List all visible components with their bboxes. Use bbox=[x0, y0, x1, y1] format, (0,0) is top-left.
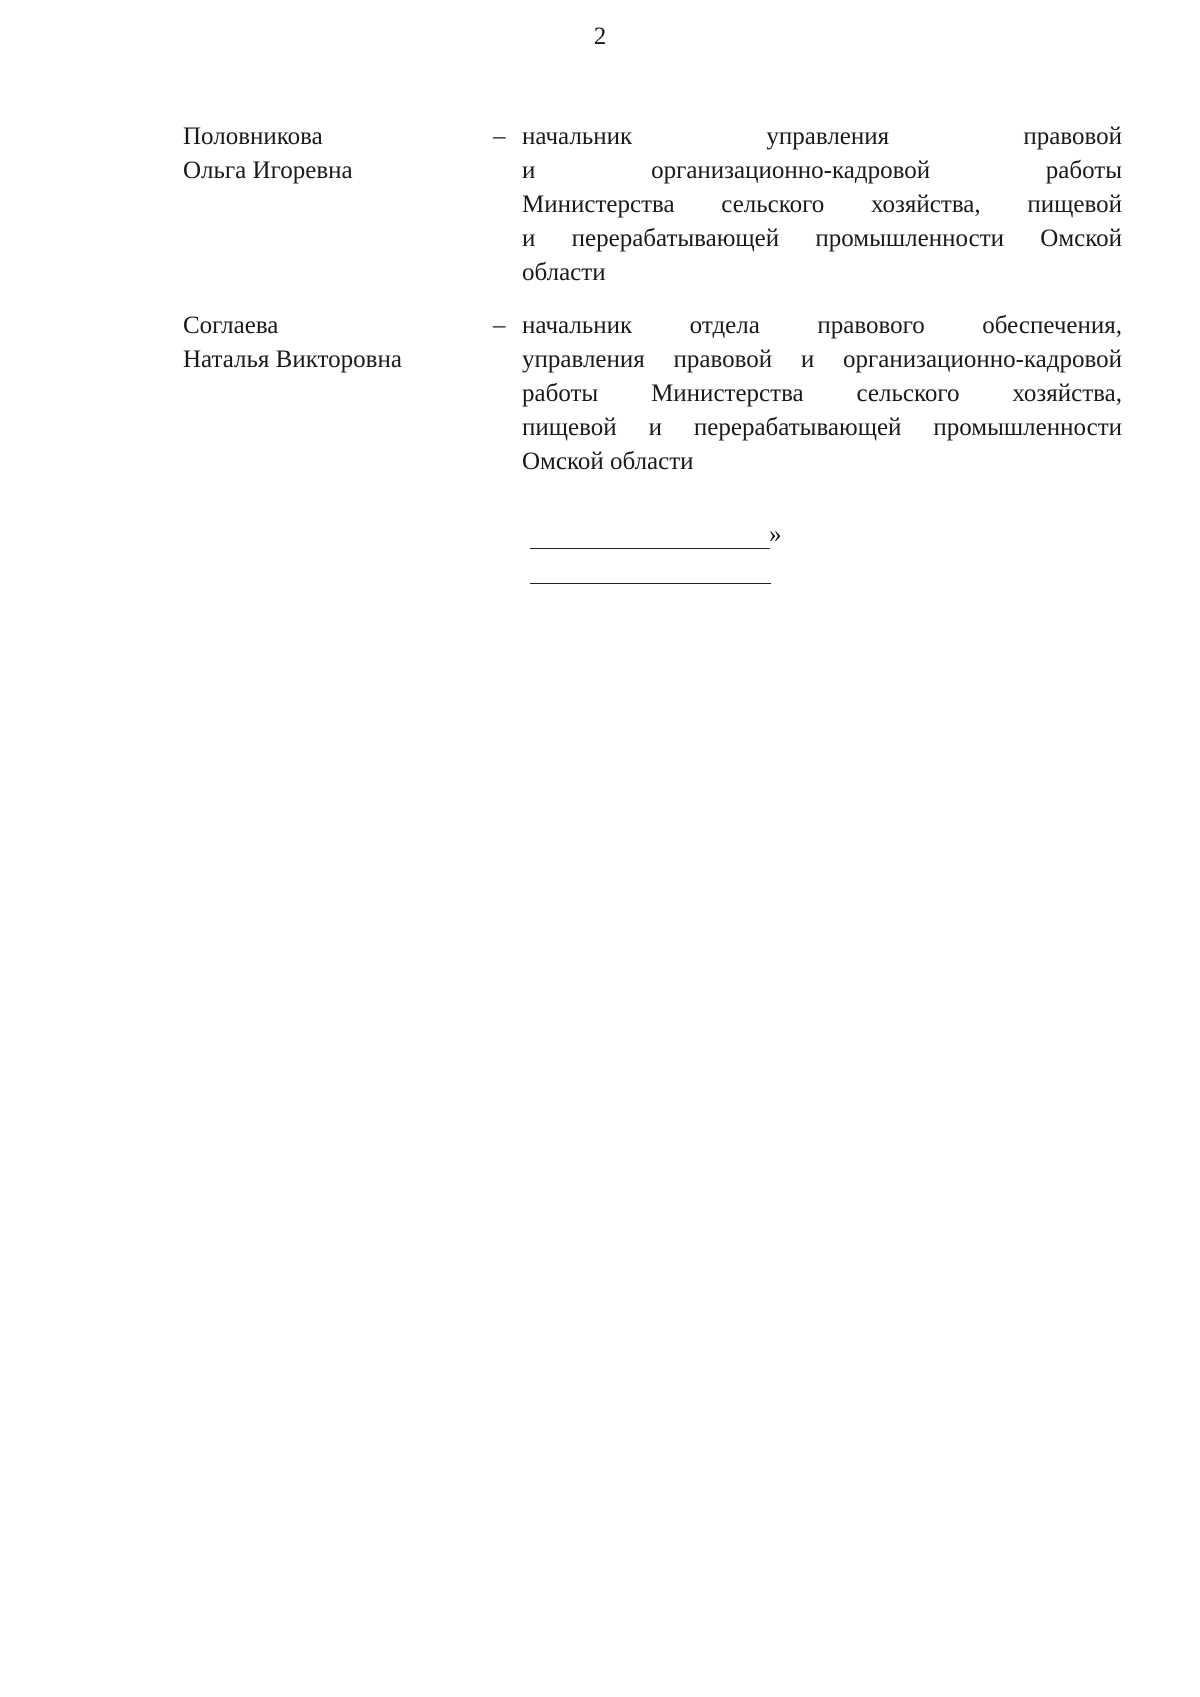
position-line: области bbox=[522, 259, 606, 286]
dash-separator: – bbox=[493, 123, 506, 150]
member-name bbox=[183, 120, 473, 188]
position-line: и организационно-кадровой работы bbox=[522, 157, 1122, 184]
closing-rule bbox=[530, 548, 770, 549]
position-line: начальник управления правовой bbox=[522, 123, 1122, 150]
closing-quote-mark: » bbox=[769, 521, 782, 548]
member-given-names: Наталья Викторовна bbox=[183, 346, 402, 373]
member-given-names: Ольга Игоревна bbox=[183, 157, 353, 184]
dash-separator: – bbox=[493, 312, 506, 339]
position-line: начальник отдела правового обеспечения, bbox=[522, 312, 1122, 339]
page-number: 2 bbox=[593, 23, 607, 50]
position-line: Омской области bbox=[522, 448, 694, 475]
position-line: Министерства сельского хозяйства, пищевой bbox=[522, 191, 1122, 218]
position-line: управления правовой и организационно-кадровой bbox=[522, 346, 1122, 373]
member-position bbox=[522, 309, 1122, 479]
position-line: и перерабатывающей промышленности Омской bbox=[522, 225, 1122, 252]
member-position bbox=[522, 120, 1122, 290]
position-line: пищевой и перерабатывающей промышленности bbox=[522, 414, 1122, 441]
member-name bbox=[183, 309, 473, 377]
member-surname: Соглаева bbox=[183, 312, 279, 339]
closing-rule bbox=[530, 583, 771, 584]
member-surname: Половникова bbox=[183, 123, 323, 150]
position-line: работы Министерства сельского хозяйства, bbox=[522, 380, 1122, 407]
